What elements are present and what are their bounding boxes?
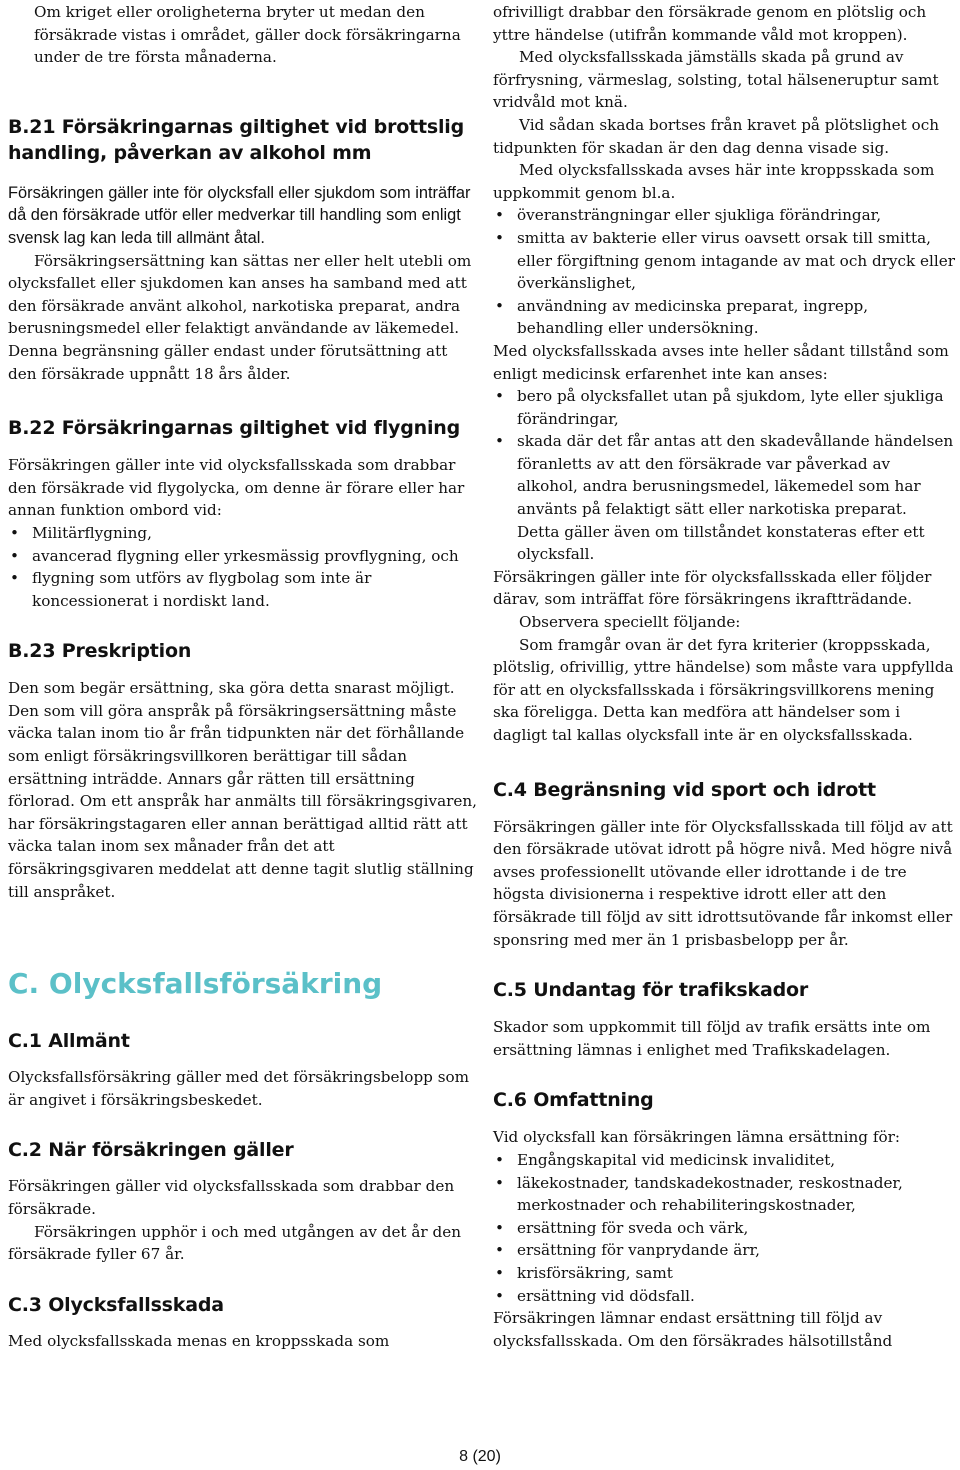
c3-continued-paragraph-4: Med olycksfallsskada avses här inte kroppsskada som uppkommit genom bl.a. [493, 161, 935, 202]
c3-continued-paragraph-1: ofrivilligt drabbar den försäkrade genom en plötslig och yttre händelse (utifrån kommande våld mot kroppen). [493, 3, 927, 44]
heading-c4: C.4 Begränsning vid sport och idrott [493, 778, 876, 801]
c6-list [493, 1149, 955, 1307]
heading-b22: B.22 Försäkringarnas giltighet vid flygning [8, 417, 461, 440]
c3-paragraph-1: Med olycksfallsskada menas en kroppsskada som [8, 1331, 390, 1350]
b22-list [8, 522, 478, 612]
left-column [8, 0, 478, 1352]
b22-paragraph-1: Försäkringen gäller inte vid olycksfallsskada som drabbar den försäkrade vid flygolycka, om denne är förare eller har annan funktion ombord vid: [8, 456, 465, 520]
heading-b23: B.23 Preskription [8, 640, 192, 663]
list-item: • flygning som utförs av flygbolag som inte är koncessionerat i nordiskt land. [10, 569, 372, 610]
page-number: 8 (20) [459, 1448, 501, 1465]
c3-continued-paragraph-2: Med olycksfallsskada jämställs skada på grund av förfrysning, värmeslag, solsting, total hälseneruptur samt vridvåld mot knä. [493, 48, 939, 112]
heading-c1: C.1 Allmänt [8, 1030, 130, 1053]
list-item: • Militärflygning, [10, 523, 152, 542]
list-item: • Engångskapital vid medicinsk invaliditet, [495, 1150, 836, 1169]
list-item: • ersättning för sveda och värk, [495, 1218, 749, 1237]
c3-continued-paragraph-9: Som framgår ovan är det fyra kriterier (kroppsskada, plötslig, ofrivillig, yttre händelse) som måste vara uppfyllda för att en olycksfallsskada i försäkringsvillkorens mening ska föreligga. Detta kan medföra att händelser som i dagligt tal kallas olycksfall inte är en olycksfallsskada. [493, 635, 954, 744]
c6-paragraph-2: Försäkringen lämnar endast ersättning till följd av olycksfallsskada. Om den försäkrades hälsotillstånd [493, 1309, 893, 1350]
list-item: • krisförsäkring, samt [495, 1263, 673, 1282]
heading-c3: C.3 Olycksfallsskada [8, 1293, 224, 1316]
heading-c6: C.6 Omfattning [493, 1089, 654, 1112]
intro-paragraph: Om kriget eller oroligheterna bryter ut medan den försäkrade vistas i området, gäller dock försäkringarna under de tre första månaderna. [34, 3, 461, 67]
right-column [493, 0, 955, 1352]
b23-paragraph-1: Den som begär ersättning, ska göra detta snarast möjligt. Den som vill göra anspråk på försäkringsersättning måste väcka talan inom tio år från tidpunkten när det förhållande som enligt försäkringsvillkoren berättigar till sådan ersättning inträdde. Annars går rätten till ersättning förlorad. Om ett anspråk har anmälts till försäkringsgivaren, har försäkringstagaren eller annan berättigad alltid rätt att väcka talan inom sex månader från det att försäkringsgivaren meddelat att denne tagit slutlig ställning till anspråket. [8, 679, 477, 901]
c3-exclusion-list [493, 204, 955, 340]
c3-continued-paragraph-3: Vid sådan skada bortses från kravet på plötslighet och tidpunkten för skadan är den dag denna visade sig. [493, 115, 939, 157]
list-item: • användning av medicinska preparat, ingrepp, behandling eller undersökning. [495, 296, 869, 338]
heading-b21: B.21 Försäkringarnas giltighet vid brottslig handling, påverkan av alkohol mm [8, 115, 464, 164]
list-item: • överansträngningar eller sjukliga förändringar, [495, 206, 882, 225]
list-item: • ersättning vid dödsfall. [495, 1286, 695, 1305]
c1-paragraph-1: Olycksfallsförsäkring gäller med det försäkringsbelopp som är angivet i försäkringsbeskedet. [8, 1068, 470, 1109]
c5-paragraph-1: Skador som uppkommit till följd av trafik ersätts inte om ersättning lämnas i enlighet med Trafikskadelagen. [493, 1018, 931, 1059]
section-c-title: C. Olycksfallsförsäkring [8, 967, 383, 1001]
c3-continued-paragraph-7: Försäkringen gäller inte för olycksfallsskada eller följder därav, som inträffat före försäkringens ikraftträdande. [493, 567, 932, 609]
list-item: • läkekostnader, tandskadekostnader, reskostnader, merkostnader och rehabiliteringskostnader, [495, 1173, 903, 1215]
c6-paragraph-1: Vid olycksfall kan försäkringen lämna ersättning för: [493, 1128, 900, 1147]
heading-c5: C.5 Undantag för trafikskador [493, 979, 809, 1002]
b21-paragraph-2: Försäkringsersättning kan sättas ner eller helt utebli om olycksfallet eller sjukdomen kan anses ha samband med att den försäkrade använt alkohol, narkotiska preparat, andra berusningsmedel eller felaktigt användande av läkemedel. Denna begränsning gäller endast under förutsättning att den försäkrade uppnått 18 års ålder. [8, 251, 472, 383]
c2-paragraph-1: Försäkringen gäller vid olycksfallsskada som drabbar den försäkrade. [8, 1177, 455, 1218]
c3-continued-paragraph-8: Observera speciellt följande: [519, 613, 741, 632]
list-item: • avancerad flygning eller yrkesmässig provflygning, och [10, 546, 459, 565]
heading-c2: C.2 När försäkringen gäller [8, 1139, 294, 1162]
c4-paragraph-1: Försäkringen gäller inte för Olycksfallsskada till följd av att den försäkrade utövat idrott på högre nivå. Med högre nivå avses professionellt utövande eller idrottande i de tre högsta divisionerna i respektive idrott eller att den försäkrade till följd av sitt idrottsutövande får inkomst eller sponsring med mer än 1 prisbasbelopp per år. [493, 817, 953, 949]
list-item: • bero på olycksfallet utan på sjukdom, lyte eller sjukliga förändringar, [495, 387, 944, 428]
c3-continued-paragraph-5: Med olycksfallsskada avses inte heller sådant tillstånd som enligt medicinsk erfarenhet inte kan anses: [493, 341, 949, 383]
list-item: • smitta av bakterie eller virus oavsett orsak till smitta, eller förgiftning genom intagande av mat och dryck eller överkänslighet, [495, 228, 955, 293]
c3-condition-list [493, 385, 955, 521]
c2-paragraph-2: Försäkringen upphör i och med utgången av det år den försäkrade fyller 67 år. [8, 1222, 461, 1264]
c3-continued-paragraph-6: Detta gäller även om tillståndet konstateras efter ett olycksfall. [517, 522, 925, 564]
list-item: • skada där det får antas att den skadevållande händelsen föranletts av att den försäkrade var påverkad av alkohol, andra berusningsmedel, läkemedel som har använts på felaktigt sätt eller narkotiska preparat. [495, 432, 954, 519]
b21-paragraph-1: Försäkringen gäller inte för olycksfall eller sjukdom som inträffar då den försäkrade utför eller medverkar till handling som enligt svensk lag kan leda till allmänt åtal. [8, 183, 471, 247]
list-item: • ersättning för vanprydande ärr, [495, 1241, 760, 1260]
